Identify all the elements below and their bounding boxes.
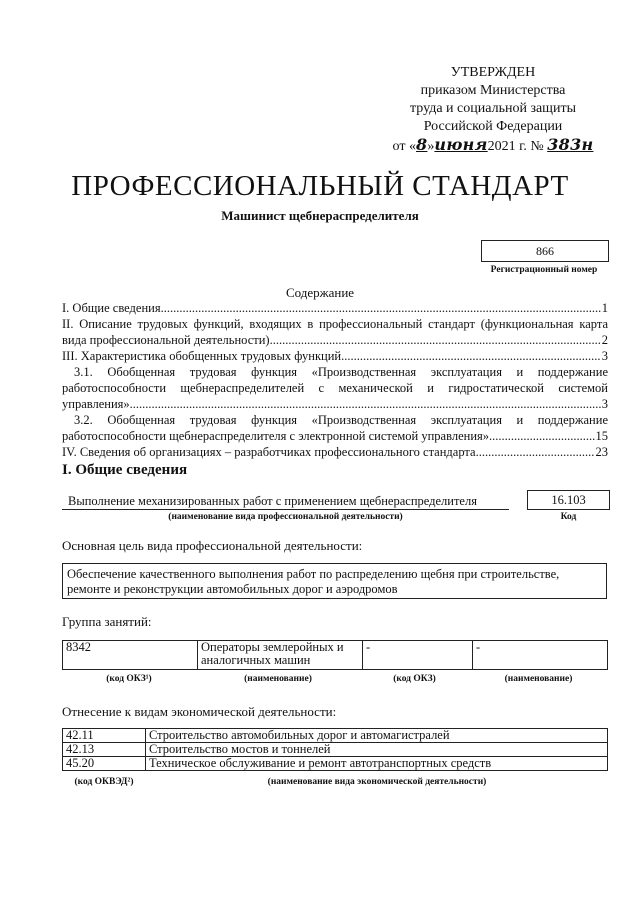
date-mid: »	[427, 139, 435, 154]
table-row	[63, 641, 608, 670]
order-number: 383н	[547, 135, 594, 154]
toc-item-2-page: 2	[601, 333, 608, 347]
approval-line-1: УТВЕРЖДЕН	[450, 65, 536, 80]
toc-item-3-2-line-2: работоспособности щебнераспределителя с электронной системой управления»	[62, 429, 490, 443]
group-caption-code2: (код ОКЗ)	[393, 674, 436, 684]
table-row	[63, 743, 608, 757]
approval-date-line	[388, 136, 598, 156]
toc-item-1-page: 1	[601, 301, 608, 315]
toc-item-3-page: 3	[601, 349, 608, 363]
toc-item-2-line-1: II. Описание трудовых функций, входящих в профессиональный стандарт (функциональная карта	[62, 317, 608, 331]
table-of-contents	[62, 300, 608, 460]
econ-name-cell: Техническое обслуживание и ремонт автотранспортных средств	[146, 757, 608, 771]
toc-item-3-text: III. Характеристика обобщенных трудовых функций	[62, 349, 342, 363]
toc-item-4-text: IV. Сведения об организациях – разработчиках профессионального стандарта	[62, 445, 476, 459]
toc-item-3-2[interactable]	[62, 412, 608, 444]
group-caption-code: (код ОКЗ¹)	[106, 674, 152, 684]
toc-item-3-1[interactable]	[62, 364, 608, 412]
group-name-line-1: Операторы землеройных и	[201, 640, 344, 654]
group-name2-cell: -	[473, 641, 608, 670]
activity-underline	[62, 509, 509, 510]
toc-item-3[interactable]	[62, 348, 608, 364]
group-name-line-2: аналогичных машин	[201, 653, 311, 667]
econ-code-cell: 42.13	[63, 743, 146, 757]
econ-caption-code: (код ОКВЭД²)	[74, 777, 134, 787]
econ-name-cell: Строительство автомобильных дорог и автомагистралей	[146, 729, 608, 743]
toc-heading: Содержание	[285, 285, 355, 300]
econ-name-cell: Строительство мостов и тоннелей	[146, 743, 608, 757]
order-day: 8	[415, 135, 428, 154]
table-row	[63, 729, 608, 743]
activity-caption: (наименование вида профессиональной деятельности)	[168, 512, 403, 522]
toc-item-4-page: 23	[595, 445, 608, 459]
activity-code-box: 16.103	[527, 490, 610, 510]
registration-number-box: 866	[481, 240, 609, 262]
approval-line-3: труда и социальной защиты	[410, 101, 576, 116]
group-code2-cell: -	[363, 641, 473, 670]
order-year: 2021 г. №	[487, 139, 544, 154]
goal-label: Основная цель вида профессиональной деятельности:	[62, 538, 363, 553]
toc-item-1[interactable]	[62, 300, 608, 316]
occupation-group-table	[62, 640, 608, 670]
toc-item-3-2-page: 15	[595, 429, 608, 443]
group-label: Группа занятий:	[62, 614, 152, 629]
activity-code-caption: Код	[560, 512, 577, 522]
goal-line-1: Обеспечение качественного выполнения работ по распределению щебня при строительстве,	[67, 567, 560, 581]
section-1-heading: I. Общие сведения	[62, 462, 188, 478]
econ-caption-name: (наименование вида экономической деятельности)	[267, 777, 487, 787]
toc-item-3-1-line-2: работоспособности щебнераспределителей с механической и гидростатической системой	[62, 381, 608, 395]
toc-item-4[interactable]	[62, 444, 608, 460]
group-caption-name: (наименование)	[244, 674, 312, 684]
goal-box	[62, 563, 607, 599]
document-subtitle: Машинист щебнераспределителя	[221, 208, 419, 223]
registration-number-label: Регистрационный номер	[490, 265, 598, 275]
document-title: ПРОФЕССИОНАЛЬНЫЙ СТАНДАРТ	[71, 170, 569, 202]
approval-line-2: приказом Министерства	[420, 83, 566, 98]
date-prefix: от «	[392, 139, 416, 154]
econ-label: Отнесение к видам экономической деятельности:	[62, 704, 337, 719]
group-code-cell: 8342	[63, 641, 198, 670]
toc-item-3-1-line-3: управления»	[62, 397, 130, 411]
econ-activity-table	[62, 728, 608, 771]
toc-item-3-1-page: 3	[601, 397, 608, 411]
toc-item-2-line-2: вида профессиональной деятельности)	[62, 333, 270, 347]
toc-item-2[interactable]	[62, 316, 608, 348]
toc-item-3-1-line-1: 3.1. Обобщенная трудовая функция «Производственная эксплуатация и поддержание	[74, 365, 608, 379]
group-name-cell	[198, 641, 363, 670]
toc-item-1-text: I. Общие сведения	[62, 301, 161, 315]
goal-line-2: ремонте и реконструкции автомобильных дорог и аэродромов	[67, 582, 398, 596]
group-caption-name2: (наименование)	[504, 674, 573, 684]
approval-line-4: Российской Федерации	[423, 119, 563, 134]
order-month: июня	[434, 135, 488, 154]
activity-name: Выполнение механизированных работ с применением щебнераспределителя	[68, 494, 477, 508]
econ-code-cell: 45.20	[63, 757, 146, 771]
table-row	[63, 757, 608, 771]
approval-block	[388, 64, 598, 156]
toc-item-3-2-line-1: 3.2. Обобщенная трудовая функция «Производственная эксплуатация и поддержание	[74, 413, 608, 427]
econ-code-cell: 42.11	[63, 729, 146, 743]
